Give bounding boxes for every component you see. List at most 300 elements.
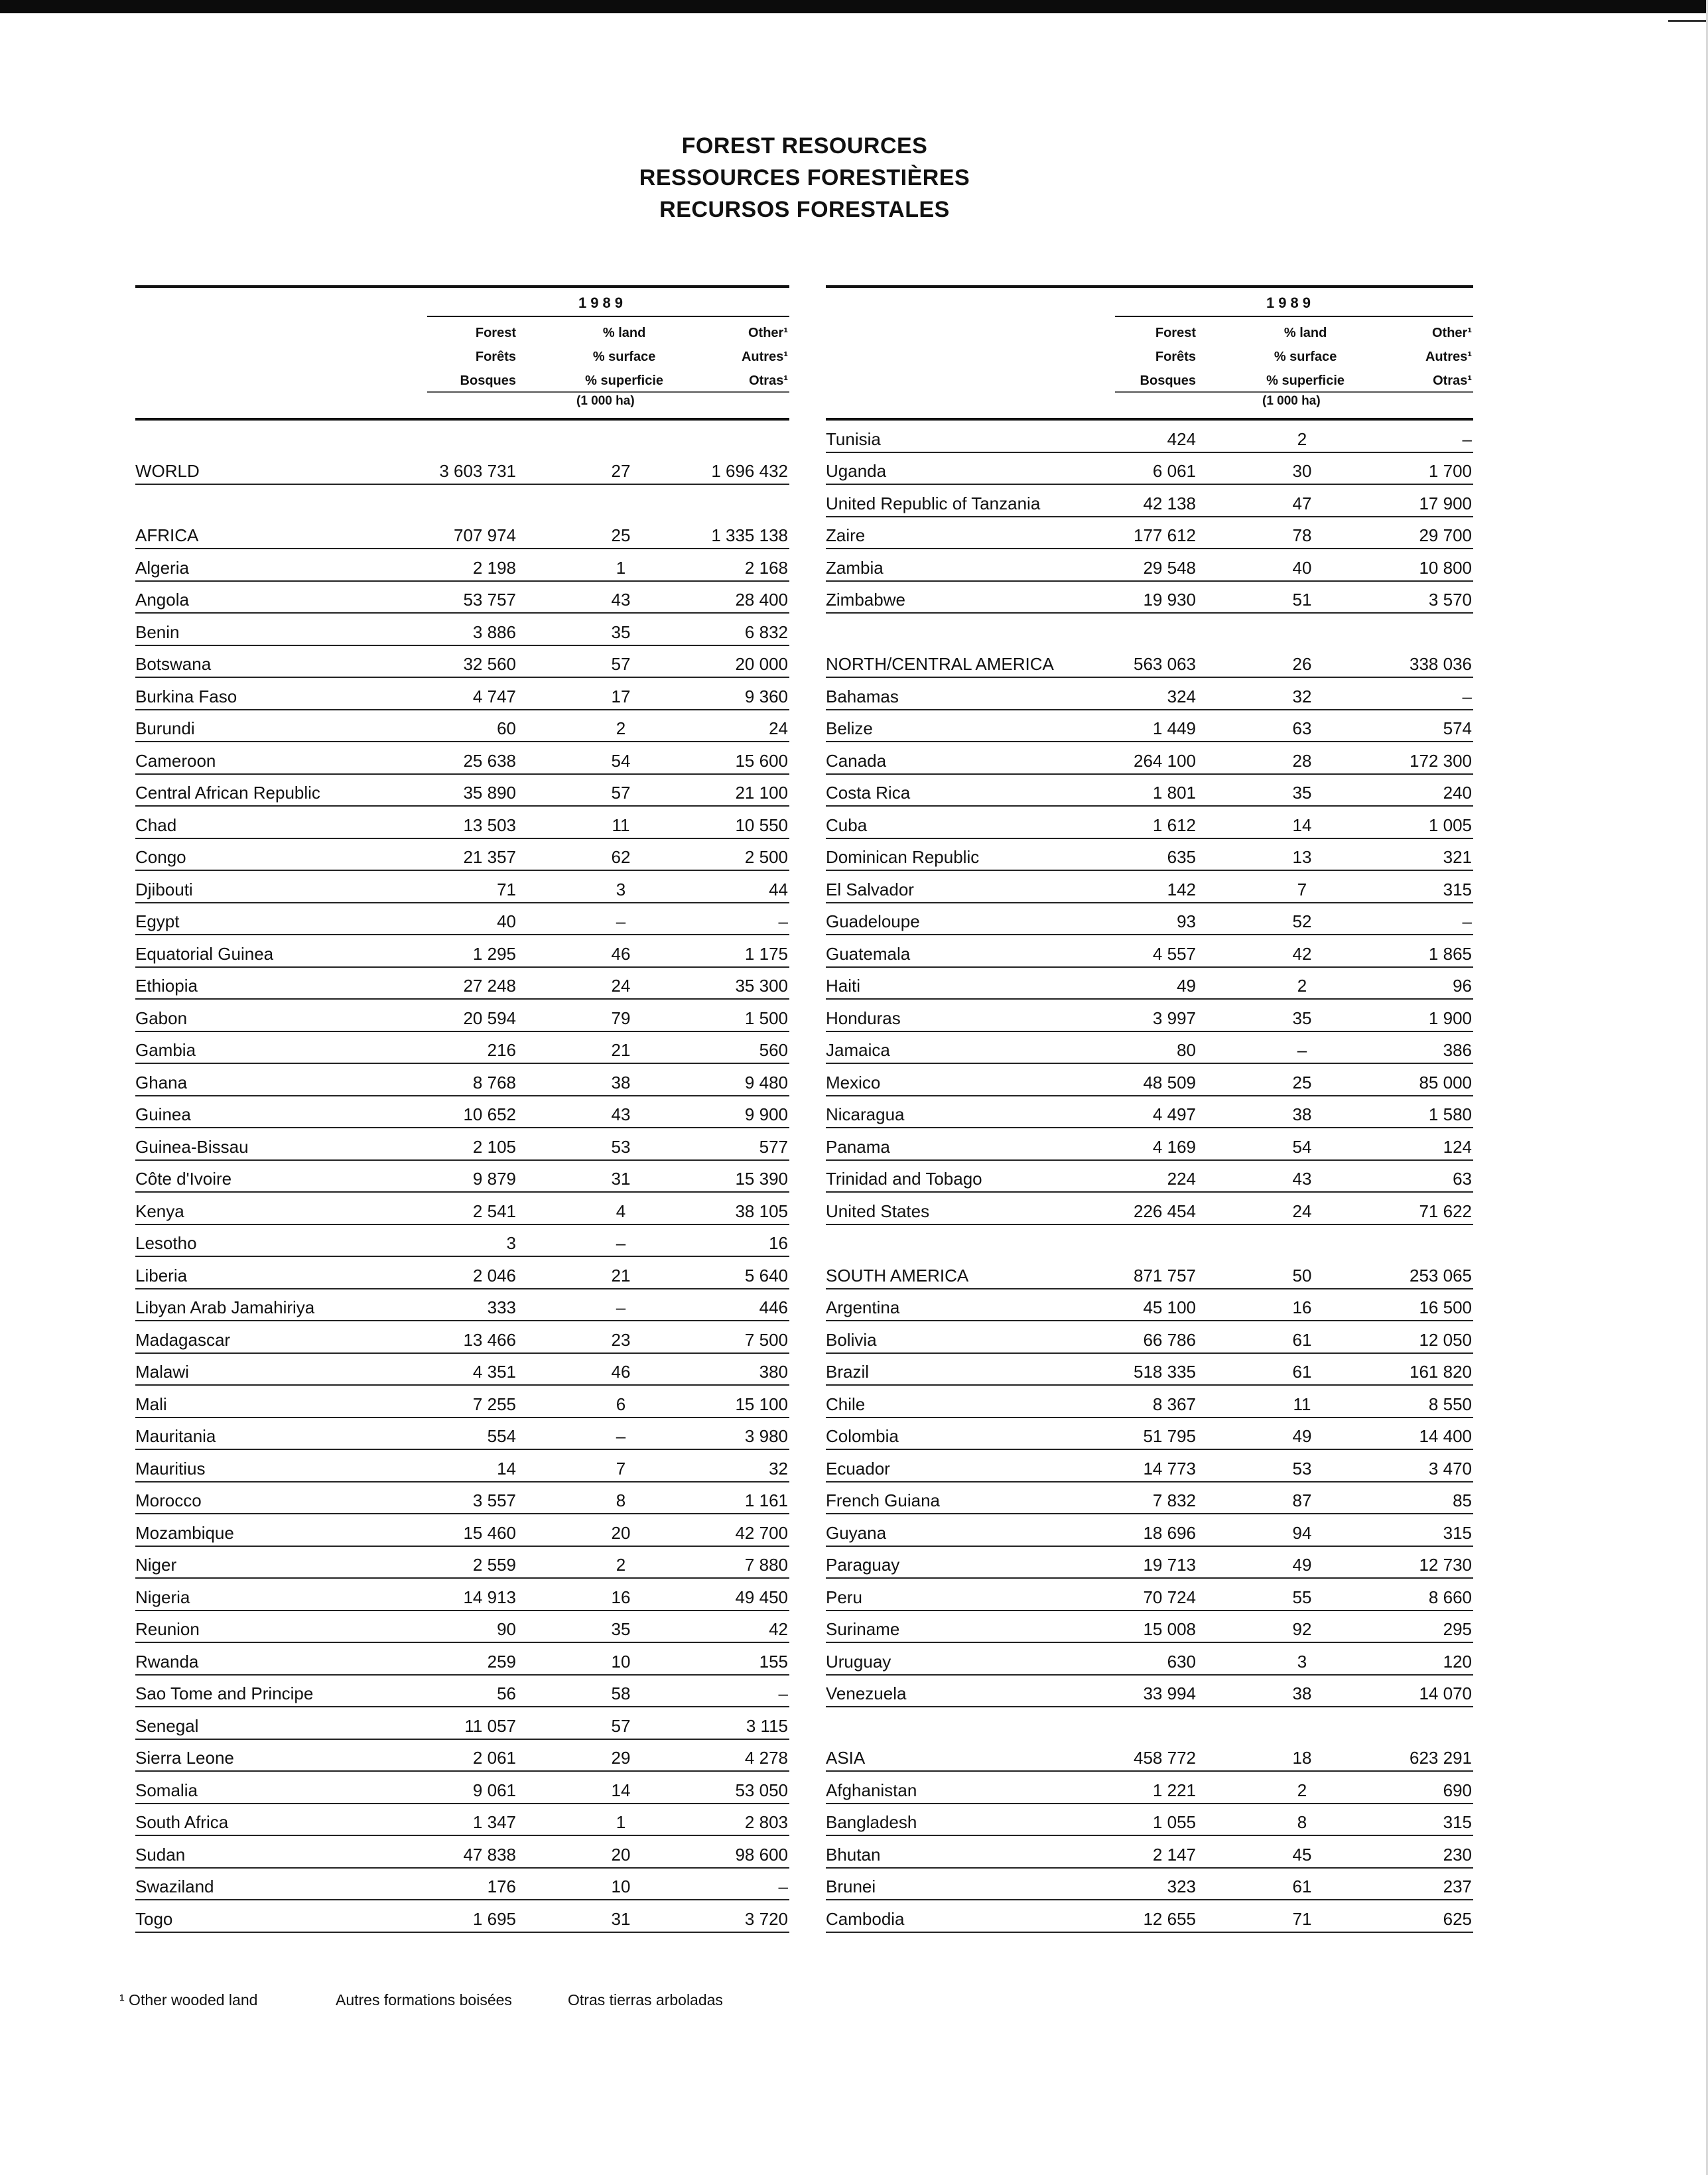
- other-value: 1 500: [744, 1008, 788, 1028]
- country-name: Guadeloupe: [826, 911, 920, 931]
- forest-value: 635: [1167, 847, 1196, 867]
- other-value: 2 168: [744, 557, 788, 578]
- table-row: [826, 871, 1473, 903]
- header-other: [742, 321, 788, 393]
- header-land-en: % land: [1283, 326, 1327, 340]
- header-other-en: Other¹: [1432, 326, 1472, 340]
- country-name: Paraguay: [826, 1555, 900, 1575]
- country-name: Nicaragua: [826, 1104, 905, 1124]
- country-name: Liberia: [135, 1265, 188, 1285]
- table-row: [135, 1869, 789, 1901]
- country-name: Morocco: [135, 1490, 202, 1510]
- country-name: Zimbabwe: [826, 590, 905, 610]
- land-percent: 45: [1292, 1844, 1312, 1865]
- forest-value: 2 061: [472, 1748, 516, 1768]
- country-name: Malawi: [135, 1362, 189, 1382]
- country-name: Nigeria: [135, 1587, 190, 1607]
- unit-topline: [427, 391, 789, 393]
- forest-value: 7 832: [1152, 1490, 1196, 1510]
- table-row: [135, 935, 789, 968]
- table-row: [135, 1740, 789, 1772]
- forest-value: 4 169: [1152, 1136, 1196, 1157]
- country-name: Zaire: [826, 525, 866, 545]
- forest-value: 4 497: [1152, 1104, 1196, 1124]
- footnote-french: Autres formations boisées: [336, 1991, 512, 2009]
- other-value: –: [778, 1683, 788, 1703]
- table-row: [135, 1321, 789, 1354]
- land-percent: 43: [611, 1104, 631, 1124]
- country-name: Uganda: [826, 461, 887, 481]
- header-land: [1266, 321, 1345, 393]
- other-value: 315: [1443, 1812, 1472, 1832]
- country-name: Ghana: [135, 1072, 188, 1092]
- country-name: Honduras: [826, 1008, 901, 1028]
- forest-value: 424: [1167, 428, 1196, 449]
- land-percent: 71: [1292, 1908, 1312, 1929]
- country-name: Bolivia: [826, 1329, 877, 1350]
- other-value: 237: [1443, 1877, 1472, 1896]
- land-percent: 2: [1297, 1780, 1307, 1800]
- spacer-row: [826, 614, 1473, 646]
- table-row: [826, 1064, 1473, 1096]
- forest-value: 80: [1177, 1040, 1196, 1060]
- table-row: [135, 517, 789, 550]
- table-row: [826, 1161, 1473, 1193]
- country-name: Panama: [826, 1136, 890, 1157]
- table-row: [826, 1643, 1473, 1676]
- other-value: 3 470: [1428, 1458, 1472, 1479]
- table-row: [135, 807, 789, 839]
- land-percent: 61: [1292, 1362, 1312, 1382]
- land-percent: 78: [1292, 525, 1312, 545]
- land-percent: 35: [611, 1619, 631, 1639]
- forest-value: 6 061: [1152, 461, 1196, 481]
- forest-value: 10 652: [463, 1104, 516, 1124]
- country-name: Madagascar: [135, 1329, 231, 1350]
- table-row: [826, 968, 1473, 1000]
- footnote-english: ¹ Other wooded land: [119, 1991, 258, 2009]
- table-row: [135, 1836, 789, 1869]
- table-body-right: [826, 421, 1473, 1933]
- table-row: [826, 1289, 1473, 1322]
- other-value: 1 696 432: [711, 461, 788, 481]
- land-percent: 27: [611, 461, 631, 481]
- table-row: [135, 839, 789, 872]
- forest-value: 13 466: [463, 1329, 516, 1350]
- forest-value: 27 248: [463, 976, 516, 996]
- land-percent: 8: [1297, 1812, 1307, 1832]
- other-value: 1 865: [1428, 943, 1472, 964]
- spacer-row: [826, 1707, 1473, 1740]
- table-row: [826, 807, 1473, 839]
- other-value: 14 070: [1419, 1683, 1472, 1703]
- forest-value: 20 594: [463, 1008, 516, 1028]
- spacer-row: [826, 1225, 1473, 1258]
- land-percent: 13: [1292, 847, 1312, 867]
- header-land-fr: % surface: [1274, 350, 1337, 364]
- other-value: 98 600: [735, 1844, 788, 1865]
- country-name: Venezuela: [826, 1683, 907, 1703]
- header-other-en: Other¹: [748, 326, 788, 340]
- table-row: [135, 968, 789, 1000]
- other-value: 35 300: [735, 976, 788, 996]
- other-value: –: [1462, 911, 1472, 931]
- table-row: [135, 1900, 789, 1933]
- other-value: 9 900: [744, 1104, 788, 1124]
- land-percent: –: [616, 1233, 626, 1253]
- header-forest: [460, 321, 516, 393]
- forest-value: 29 548: [1143, 557, 1196, 578]
- country-name: Brazil: [826, 1362, 870, 1382]
- country-name: Algeria: [135, 557, 189, 578]
- table-row: [826, 1836, 1473, 1869]
- other-value: 3 115: [746, 1715, 788, 1736]
- table-row: [135, 903, 789, 936]
- table-row: [826, 1321, 1473, 1354]
- other-value: 32: [769, 1458, 788, 1479]
- land-percent: 62: [611, 847, 631, 867]
- other-value: 29 700: [1419, 525, 1472, 545]
- forest-value: 18 696: [1143, 1522, 1196, 1543]
- other-value: 1 580: [1428, 1104, 1472, 1124]
- table-row: [135, 1772, 789, 1804]
- forest-value: 66 786: [1143, 1329, 1196, 1350]
- title-spanish: RECURSOS FORESTALES: [659, 197, 950, 222]
- header-forest-es: Bosques: [1140, 373, 1196, 388]
- table-right: [826, 285, 1473, 1933]
- other-value: 20 000: [735, 654, 788, 674]
- forest-value: 3 557: [472, 1490, 516, 1510]
- land-percent: 2: [1297, 976, 1307, 996]
- header-land-fr: % surface: [592, 350, 656, 364]
- forest-value: 15 460: [463, 1522, 516, 1543]
- forest-value: 93: [1177, 911, 1196, 931]
- land-percent: –: [616, 911, 626, 931]
- forest-value: 2 541: [472, 1201, 516, 1221]
- other-value: 625: [1443, 1908, 1472, 1929]
- table-row: [826, 1354, 1473, 1386]
- country-name: Mexico: [826, 1072, 881, 1092]
- forest-value: 518 335: [1134, 1362, 1196, 1382]
- table-row: [826, 1450, 1473, 1483]
- country-name: Guinea-Bissau: [135, 1136, 249, 1157]
- other-value: 3 980: [744, 1426, 788, 1446]
- forest-value: 14: [497, 1458, 516, 1479]
- land-percent: 57: [611, 654, 631, 674]
- header-land-es: % superficie: [1266, 373, 1345, 388]
- table-row: [826, 1579, 1473, 1611]
- other-value: 6 832: [744, 622, 788, 642]
- table-row: [135, 646, 789, 679]
- land-percent: 25: [611, 525, 631, 545]
- forest-value: 3: [506, 1233, 516, 1253]
- land-percent: 35: [1292, 783, 1312, 803]
- country-name: Swaziland: [135, 1877, 214, 1896]
- land-percent: 43: [1292, 1169, 1312, 1189]
- header-other-fr: Autres¹: [1425, 350, 1472, 364]
- country-name: Benin: [135, 622, 180, 642]
- table-row: [135, 453, 789, 486]
- other-value: 230: [1443, 1844, 1472, 1865]
- table-row: [135, 1707, 789, 1740]
- land-percent: 7: [616, 1458, 626, 1479]
- table-row: [135, 614, 789, 646]
- forest-value: 8 768: [472, 1072, 516, 1092]
- land-percent: 20: [611, 1522, 631, 1543]
- table-left: [135, 285, 789, 1933]
- land-percent: 4: [616, 1201, 626, 1221]
- other-value: 85 000: [1419, 1072, 1472, 1092]
- country-name: AFRICA: [135, 525, 199, 545]
- other-value: 9 360: [744, 686, 788, 706]
- other-value: 3 570: [1428, 590, 1472, 610]
- other-value: 71 622: [1419, 1201, 1472, 1221]
- country-name: Dominican Republic: [826, 847, 980, 867]
- other-value: 295: [1443, 1619, 1472, 1639]
- country-name: Costa Rica: [826, 783, 911, 803]
- country-name: Bangladesh: [826, 1812, 917, 1832]
- forest-value: 13 503: [463, 815, 516, 835]
- land-percent: 38: [1292, 1104, 1312, 1124]
- forest-value: 216: [487, 1040, 516, 1060]
- table-row: [135, 549, 789, 582]
- forest-value: 45 100: [1143, 1297, 1196, 1317]
- other-value: 2 803: [744, 1812, 788, 1832]
- other-value: 315: [1443, 1522, 1472, 1543]
- other-value: 10 550: [735, 815, 788, 835]
- table-row: [135, 1289, 789, 1322]
- header-forest-fr: Forêts: [475, 350, 516, 364]
- country-name: Canada: [826, 750, 887, 771]
- land-percent: 3: [1297, 1651, 1307, 1672]
- forest-value: 33 994: [1143, 1683, 1196, 1703]
- country-name: Lesotho: [135, 1233, 197, 1253]
- table-row: [135, 1225, 789, 1258]
- other-value: 21 100: [735, 783, 788, 803]
- country-name: Peru: [826, 1587, 862, 1607]
- header-other-fr: Autres¹: [741, 350, 788, 364]
- land-percent: 24: [611, 976, 631, 996]
- country-name: Guinea: [135, 1104, 191, 1124]
- other-value: 120: [1443, 1651, 1472, 1672]
- header-forest: [1140, 321, 1196, 393]
- other-value: 1 335 138: [711, 525, 788, 545]
- forest-value: 259: [487, 1651, 516, 1672]
- other-value: 690: [1443, 1780, 1472, 1800]
- country-name: Chile: [826, 1394, 866, 1414]
- table-row: [826, 678, 1473, 710]
- country-name: Guatemala: [826, 943, 911, 964]
- forest-value: 333: [487, 1297, 516, 1317]
- other-value: 42 700: [735, 1522, 788, 1543]
- other-value: 1 700: [1428, 461, 1472, 481]
- country-name: Jamaica: [826, 1040, 890, 1060]
- forest-value: 458 772: [1134, 1748, 1196, 1768]
- other-value: 15 100: [735, 1394, 788, 1414]
- table-row: [135, 1386, 789, 1418]
- other-value: 16 500: [1419, 1297, 1472, 1317]
- country-name: WORLD: [135, 461, 200, 481]
- header-forest-fr: Forêts: [1155, 350, 1196, 364]
- land-percent: 1: [616, 1812, 626, 1832]
- other-value: 63: [1453, 1169, 1472, 1189]
- table-row: [826, 1418, 1473, 1451]
- country-name: Mauritius: [135, 1458, 206, 1479]
- land-percent: 17: [611, 686, 631, 706]
- unit-label: (1 000 ha): [1262, 394, 1321, 408]
- forest-value: 3 603 731: [439, 461, 516, 481]
- table-row: [135, 742, 789, 775]
- forest-value: 176: [487, 1877, 516, 1896]
- forest-value: 14 913: [463, 1587, 516, 1607]
- table-row: [826, 1547, 1473, 1579]
- country-name: Ethiopia: [135, 976, 198, 996]
- table-row: [135, 1032, 789, 1065]
- country-name: Mali: [135, 1394, 167, 1414]
- country-name: Rwanda: [135, 1651, 199, 1672]
- land-percent: 6: [616, 1394, 626, 1414]
- year-label: 1989: [1266, 295, 1315, 311]
- forest-value: 25 638: [463, 750, 516, 771]
- other-value: 8 660: [1428, 1587, 1472, 1607]
- spacer-row: [135, 421, 789, 453]
- forest-value: 1 801: [1152, 783, 1196, 803]
- land-percent: 21: [611, 1265, 631, 1285]
- table-row: [135, 582, 789, 614]
- other-value: 2 500: [744, 847, 788, 867]
- land-percent: 25: [1292, 1072, 1312, 1092]
- forest-value: 19 930: [1143, 590, 1196, 610]
- other-value: 155: [759, 1651, 788, 1672]
- table-row: [826, 1386, 1473, 1418]
- header-land-en: % land: [602, 326, 646, 340]
- country-name: Ecuador: [826, 1458, 890, 1479]
- land-percent: 49: [1292, 1555, 1312, 1575]
- land-percent: 31: [611, 1169, 631, 1189]
- country-name: Bahamas: [826, 686, 899, 706]
- scan-top-border: [0, 0, 1708, 13]
- forest-value: 4 557: [1152, 943, 1196, 964]
- land-percent: 38: [611, 1072, 631, 1092]
- other-value: 574: [1443, 718, 1472, 738]
- land-percent: 57: [611, 783, 631, 803]
- table-row: [135, 871, 789, 903]
- land-percent: 35: [1292, 1008, 1312, 1028]
- forest-value: 8 367: [1152, 1394, 1196, 1414]
- table-row: [826, 903, 1473, 936]
- forest-value: 1 695: [472, 1908, 516, 1929]
- other-value: 12 730: [1419, 1555, 1472, 1575]
- table-row: [826, 453, 1473, 486]
- table-row: [135, 1804, 789, 1837]
- forest-value: 40: [497, 911, 516, 931]
- country-name: Mauritania: [135, 1426, 216, 1446]
- land-percent: 46: [611, 943, 631, 964]
- table-row: [826, 1804, 1473, 1837]
- forest-value: 49: [1177, 976, 1196, 996]
- land-percent: 57: [611, 1715, 631, 1736]
- other-value: 96: [1453, 976, 1472, 996]
- table-row: [826, 742, 1473, 775]
- country-name: Cuba: [826, 815, 868, 835]
- land-percent: 46: [611, 1362, 631, 1382]
- other-value: 4 278: [744, 1748, 788, 1768]
- country-name: Sudan: [135, 1844, 186, 1865]
- forest-value: 56: [497, 1683, 516, 1703]
- land-percent: 11: [612, 815, 630, 835]
- country-name: Belize: [826, 718, 873, 738]
- land-percent: 94: [1292, 1522, 1312, 1543]
- table-row: [826, 1514, 1473, 1547]
- forest-value: 9 879: [472, 1169, 516, 1189]
- other-value: 15 600: [735, 750, 788, 771]
- forest-value: 47 838: [463, 1844, 516, 1865]
- title-french: RESSOURCES FORESTIÈRES: [639, 165, 970, 190]
- other-value: 124: [1443, 1136, 1472, 1157]
- other-value: 24: [769, 718, 788, 738]
- table-row: [826, 1676, 1473, 1708]
- country-name: Egypt: [135, 911, 180, 931]
- land-percent: 79: [611, 1008, 631, 1028]
- other-value: –: [778, 911, 788, 931]
- other-value: 253 065: [1410, 1265, 1472, 1285]
- table-row: [135, 775, 789, 807]
- country-name: Uruguay: [826, 1651, 891, 1672]
- country-name: ASIA: [826, 1748, 866, 1768]
- country-name: Somalia: [135, 1780, 198, 1800]
- forest-value: 2 559: [472, 1555, 516, 1575]
- other-value: 15 390: [735, 1169, 788, 1189]
- other-value: 321: [1443, 847, 1472, 867]
- country-name: South Africa: [135, 1812, 229, 1832]
- table-row: [135, 1643, 789, 1676]
- land-percent: 18: [1292, 1748, 1312, 1768]
- country-name: Togo: [135, 1908, 173, 1929]
- country-name: Tunisia: [826, 428, 881, 449]
- other-value: 7 500: [744, 1329, 788, 1350]
- table-row: [826, 1257, 1473, 1289]
- unit-row: [135, 391, 789, 418]
- other-value: 16: [769, 1233, 788, 1253]
- table-row: [826, 1096, 1473, 1129]
- forest-value: 42 138: [1143, 493, 1196, 513]
- land-percent: 14: [611, 1780, 631, 1800]
- forest-value: 177 612: [1134, 525, 1196, 545]
- forest-value: 264 100: [1134, 750, 1196, 771]
- land-percent: 63: [1292, 718, 1312, 738]
- table-row: [826, 775, 1473, 807]
- header-other-es: Otras¹: [1433, 373, 1472, 388]
- land-percent: 55: [1292, 1587, 1312, 1607]
- other-value: 3 720: [744, 1908, 788, 1929]
- forest-value: 1 221: [1152, 1780, 1196, 1800]
- land-percent: 38: [1292, 1683, 1312, 1703]
- country-name: Colombia: [826, 1426, 899, 1446]
- land-percent: 11: [1293, 1394, 1311, 1414]
- land-percent: 52: [1292, 911, 1312, 931]
- table-row: [135, 710, 789, 743]
- table-row: [826, 421, 1473, 453]
- header-other: [1425, 321, 1472, 393]
- other-value: 338 036: [1410, 654, 1472, 674]
- land-percent: 10: [611, 1877, 631, 1896]
- country-name: Botswana: [135, 654, 212, 674]
- other-value: 172 300: [1410, 750, 1472, 771]
- land-percent: 2: [616, 1555, 626, 1575]
- country-name: Djibouti: [135, 879, 193, 899]
- table-row: [826, 1000, 1473, 1032]
- page-title-block: [0, 130, 1609, 226]
